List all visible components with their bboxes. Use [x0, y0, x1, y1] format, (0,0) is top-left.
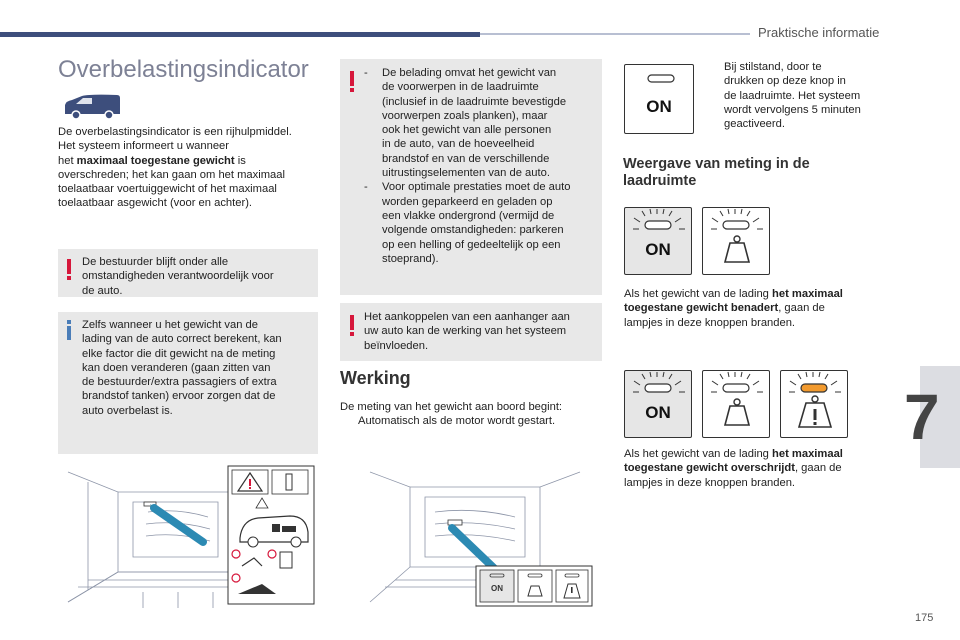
section-heading-display: Weergave van meting in de laadruimte [623, 156, 810, 189]
load-line: op een helling of gedeeltelijk op een [382, 238, 561, 251]
warning-box-load [340, 59, 602, 295]
page-number: 175 [915, 612, 934, 624]
load-line: worden geparkeerd en geladen op [382, 195, 553, 208]
approach-line: Als het gewicht van de lading het maximaal [624, 288, 843, 300]
load-line: de voorwerpen in de laadruimte [382, 81, 539, 94]
load-bullet-item: - Voor optimale prestaties moet de auto worden geparkeerd en geladen op een vlakke ondergrond (vermijd de volgende omstandigheden: parkeren op een helling of gedeeltelijk op een stoeprand). [364, 181, 571, 265]
overload-button-lit[interactable] [780, 370, 848, 438]
on-button-loadspace[interactable] [624, 64, 694, 134]
van-icon [62, 94, 122, 120]
load-line: brandstof en van de verschillende [382, 152, 550, 165]
werking-line: De meting van het gewicht aan boord begint: [340, 401, 563, 413]
weight-button-lit[interactable] [702, 207, 770, 275]
warning-icon [67, 259, 71, 274]
info-line: auto overbelast is. [82, 404, 173, 417]
load-line: in de auto, van de hoeveelheid [382, 138, 535, 151]
info-line: kan doen veranderen (gaan zitten van [82, 361, 271, 374]
stationary-line: Bij stilstand, door te [724, 61, 822, 73]
warning-line: omstandigheden verantwoordelijk voor [82, 270, 274, 283]
info-line: de bestuurder/extra passagiers of extra [82, 376, 277, 389]
header-bar-dark [0, 32, 480, 37]
trailer-line: uw auto kan de werking van het systeem [364, 325, 567, 338]
on-button-lit[interactable] [624, 370, 692, 438]
load-line: (inclusief in de laadruimte bevestigde [382, 95, 567, 108]
load-bullet-item: - De belading omvat het gewicht van de voorwerpen in de laadruimte (inclusief in de laadruimte bevestigde voorwerpen zoals planken), maar ook het gewicht van alle personen in de auto, van de hoeveelheid brandstof en van de verschillende uitrustingselementen van de auto. [364, 67, 567, 180]
intro-line: toelaatbaar voertuiggewicht of het maximaal [58, 183, 277, 196]
info-box-weight [58, 312, 318, 454]
exceed-line: toegestane gewicht overschrijdt, gaan de [624, 462, 842, 475]
intro-line: Het systeem informeert u wanneer [58, 140, 229, 153]
stationary-line: wordt vervolgens 5 minuten [724, 103, 861, 116]
load-line: Voor optimale prestaties moet de auto [382, 181, 571, 194]
intro-line: overschreden; het kan gaan om het maximaal [58, 168, 285, 181]
intro-line: toelaatbaar asgewicht (voor en achter). [58, 197, 253, 210]
load-line: De belading omvat het gewicht van [382, 67, 557, 79]
werking-bullet-item [340, 414, 602, 428]
intro-line: De overbelastingsindicator is een rijhulpmiddel. [58, 126, 292, 138]
exceed-line: lampjes in deze knoppen branden. [624, 476, 796, 489]
load-line: voorwerpen zoals planken), maar [382, 109, 548, 122]
werking-paragraph [340, 400, 602, 429]
info-line: elke factor die dit gewicht na de meting [82, 347, 276, 360]
on-label: ON [646, 97, 672, 116]
cargo-area-illustration-left [58, 462, 318, 608]
load-line: een vlakke ondergrond (vermijd de [382, 209, 555, 222]
warning-box-driver [58, 249, 318, 297]
info-line: Zelfs wanneer u het gewicht van de [82, 319, 258, 331]
info-line: brandstof tanken) ervoor zorgen dat de [82, 390, 276, 403]
stationary-line: drukken op deze knop in [724, 75, 846, 88]
trailer-line: beïnvloeden. [364, 339, 429, 352]
header-bar-light [480, 33, 750, 35]
load-line: uitrustingselementen van de auto. [382, 167, 550, 180]
stationary-paragraph [706, 60, 866, 131]
intro-paragraph [58, 125, 323, 211]
load-line: ook het gewicht van alle personen [382, 124, 552, 137]
section-title: Praktische informatie [758, 25, 880, 40]
info-icon [67, 326, 71, 340]
stationary-line: de laadruimte. Het systeem [724, 89, 861, 102]
exceed-paragraph [624, 447, 884, 490]
cargo-area-illustration-right [340, 462, 600, 610]
on-label: ON [645, 403, 671, 422]
load-line: stoeprand). [382, 252, 439, 265]
section-heading-werking: Werking [340, 368, 411, 388]
weight-button-lit[interactable] [702, 370, 770, 438]
warning-icon [350, 315, 354, 330]
warning-line: De bestuurder blijft onder alle [82, 256, 229, 268]
load-line: volgende omstandigheden: parkeren [382, 224, 564, 237]
on-label: ON [645, 240, 671, 259]
exceed-line: Als het gewicht van de lading het maximaal [624, 448, 843, 460]
chapter-number: 7 [904, 381, 940, 453]
approach-line: lampjes in deze knoppen branden. [624, 316, 796, 329]
on-button-lit[interactable] [624, 207, 692, 275]
mini-on-label: ON [491, 584, 503, 593]
intro-line: het maximaal toegestane gewicht is [58, 154, 246, 167]
warning-box-trailer [340, 303, 602, 361]
approach-line: toegestane gewicht benadert, gaan de [624, 302, 825, 315]
warning-line: de auto. [82, 284, 123, 297]
trailer-line: Het aankoppelen van een aanhanger aan [364, 311, 570, 323]
werking-line: Automatisch als de motor wordt gestart. [358, 415, 556, 428]
stationary-line: geactiveerd. [724, 118, 785, 131]
approach-paragraph [624, 287, 884, 330]
warning-icon [350, 71, 354, 86]
info-line: lading van de auto correct berekent, kan [82, 333, 282, 346]
page-title: Overbelastingsindicator [58, 56, 309, 83]
